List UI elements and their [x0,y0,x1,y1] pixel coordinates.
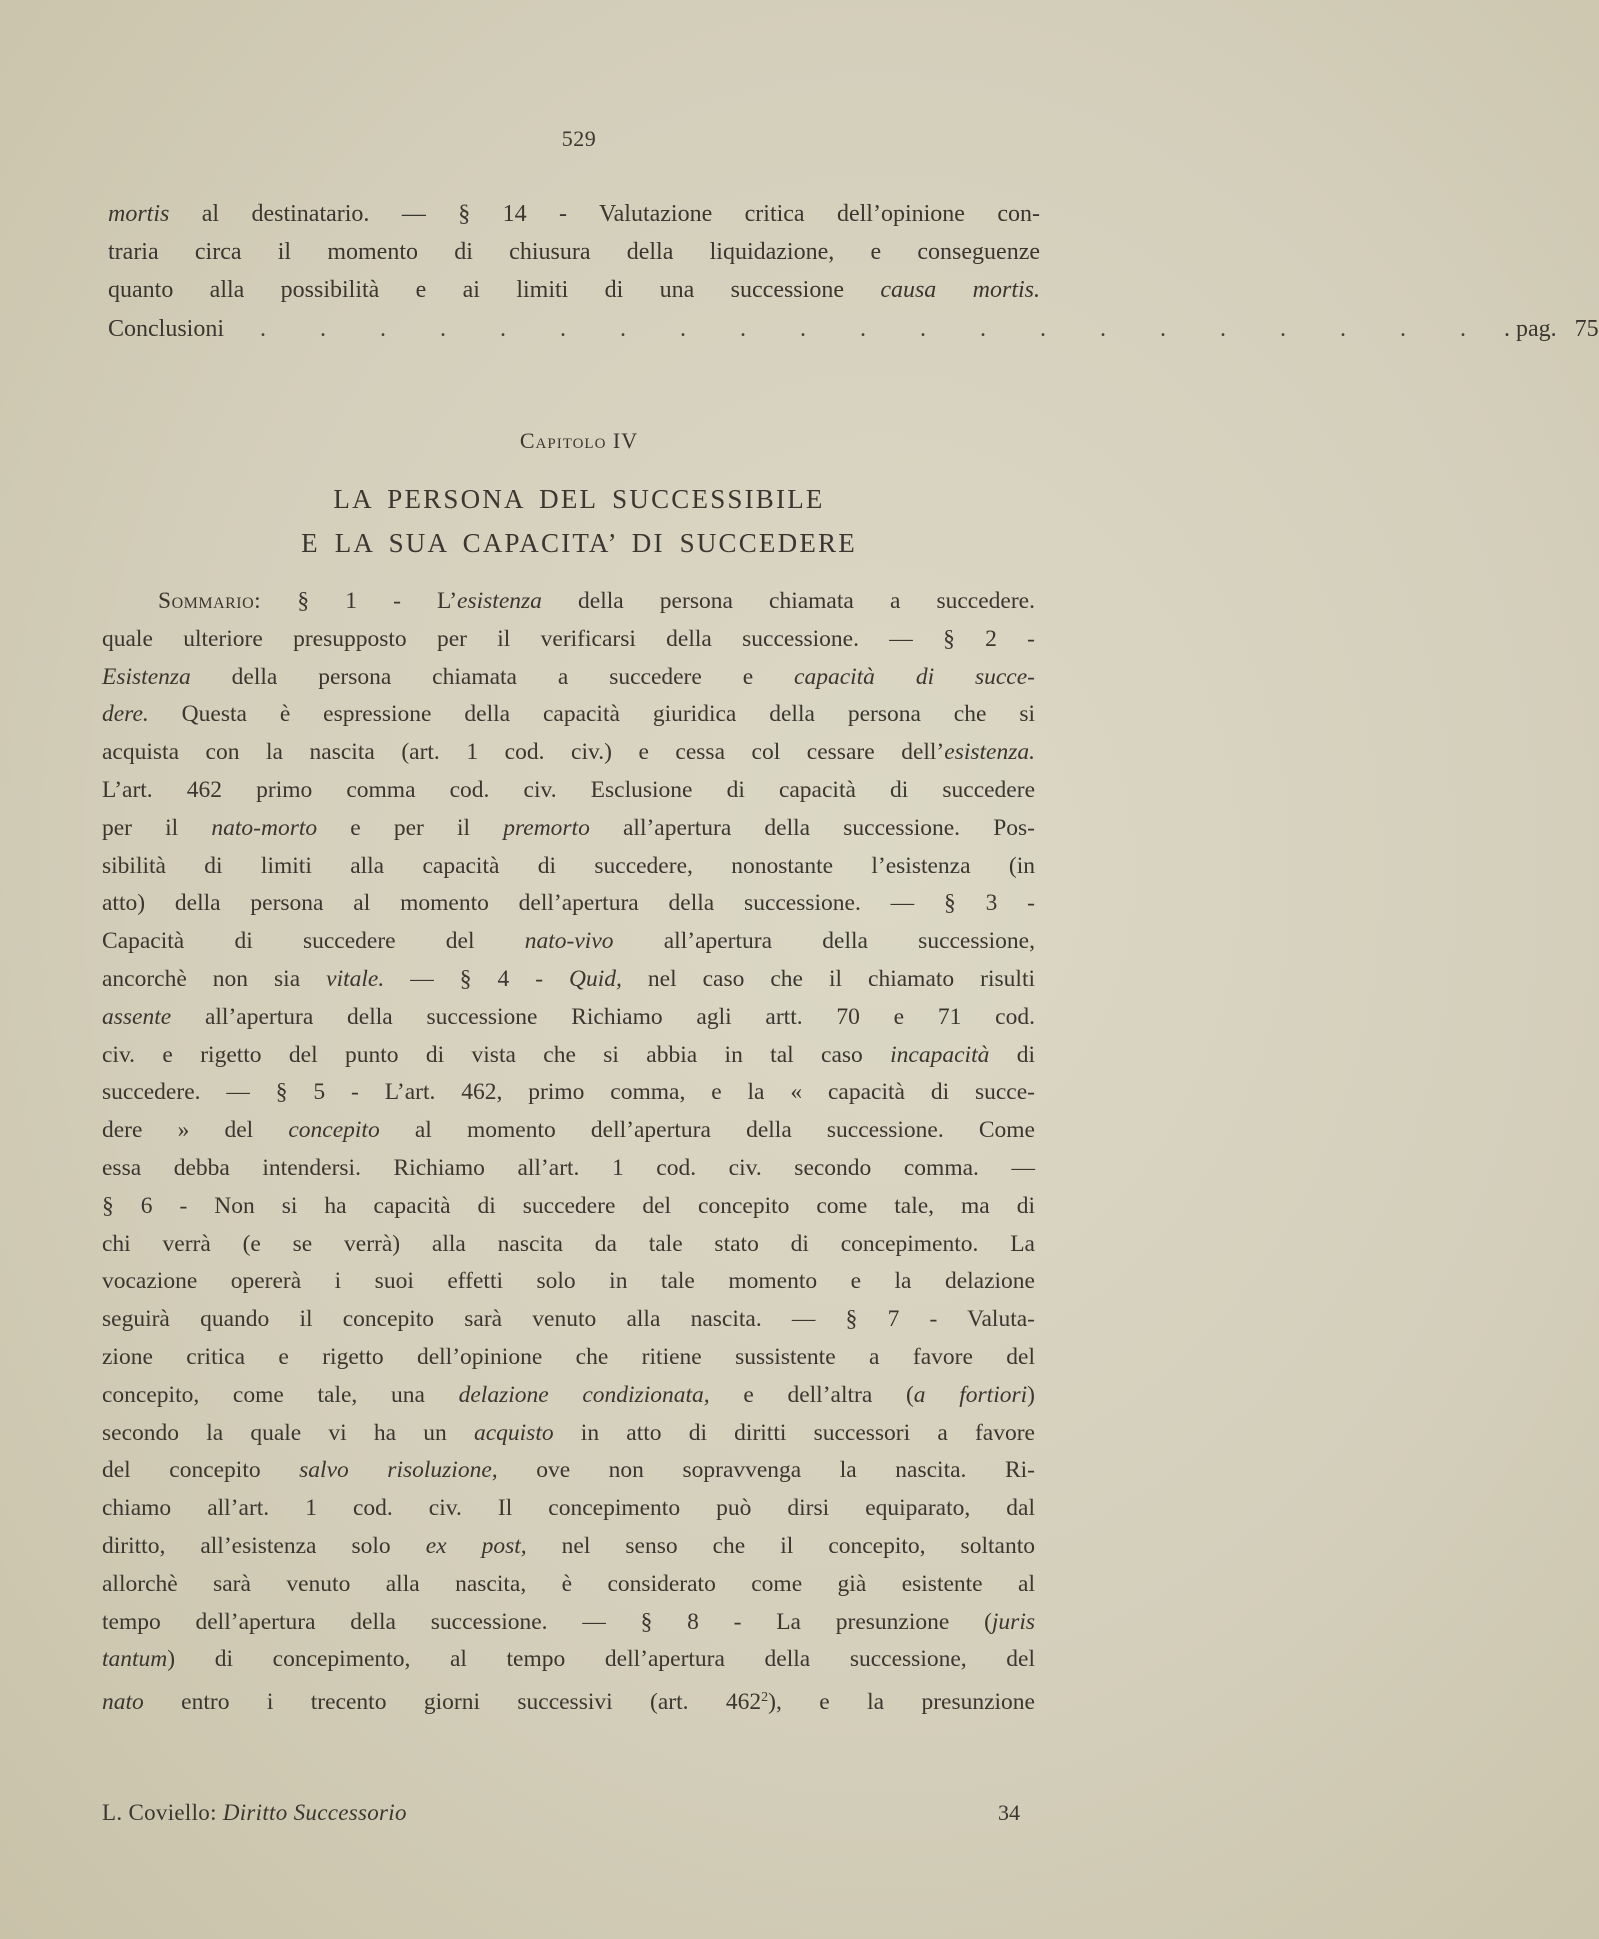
text-span: diritto, all’esistenza solo [102,1532,426,1559]
italic-span: delazione condizionata, [458,1381,710,1408]
text-line [102,1301,1035,1339]
text-line [102,923,1035,961]
text-span: § 6 - Non si ha capacità di succedere del concepito come tale, ma di [102,1192,1035,1219]
italic-span: dere. [102,701,149,728]
text-span: di [989,1041,1036,1068]
text-span: — § 4 - [384,965,570,992]
text-line [102,961,1035,999]
italic-span: nato [102,1689,144,1716]
italic-span: salvo risoluzione, [299,1457,498,1484]
footer-signature-number: 34 [998,1800,1020,1825]
text-line [102,1339,1035,1377]
text-span: secondo la quale vi ha un [102,1419,474,1446]
text-line [102,1074,1035,1112]
text-line [102,659,1035,697]
italic-span: esistenza. [944,739,1035,766]
text-span: ) [1027,1381,1035,1408]
text-span: all’apertura della successione Richiamo agli artt. 70 e 71 cod. [171,1003,1035,1030]
text-span: ove non sopravvenga la nascita. Ri- [497,1457,1035,1484]
text-line [102,696,1035,734]
italic-span: Esistenza [102,663,191,690]
text-line [102,848,1035,886]
text-span: ) di concepimento, al tempo dell’apertura della successione, del [167,1646,1035,1673]
text-span: atto) della persona al momento dell’apertura della successione. — § 3 - [102,890,1035,917]
text-span: Questa è espressione della capacità giuridica della persona che si [148,701,1035,728]
italic-span: vitale. [326,965,385,992]
text-span: allorchè sarà venuto alla nascita, è considerato come già esistente al [102,1570,1035,1597]
text-line [102,1112,1035,1150]
text-line [102,1452,1035,1490]
page-footer [102,1800,1020,1826]
italic-span: causa mortis. [880,276,1040,303]
text-span: essa debba intendersi. Richiamo all’art. 1 cod. civ. secondo comma. — [102,1154,1035,1181]
italic-span: esistenza [457,588,542,614]
text-line [102,772,1035,810]
text-span: nel senso che il concepito, soltanto [526,1532,1035,1559]
chapter-summary [102,583,1035,1717]
text-line [102,810,1035,848]
chapter-title-line-1: LA PERSONA DEL SUCCESSIBILE [333,484,825,514]
text-span: traria circa il momento di chiusura della liquidazione, e conseguenze [108,238,1040,265]
text-span: dere » del [102,1117,289,1144]
text-span: Capacità di succedere del [102,928,525,955]
text-span: ancorchè non sia [102,965,327,992]
text-line [102,621,1035,659]
text-line [102,1037,1035,1075]
toc-continuation [108,196,1599,349]
italic-span: Quid, [569,965,622,992]
italic-span: incapacità [890,1041,990,1068]
chapter-number: IV [612,428,639,453]
text-span: nel caso che il chiamato risulti [621,965,1036,992]
text-span: acquista con la nascita (art. 1 cod. civ.) e cessa col cessare dell’ [102,739,945,766]
text-span: della persona chiamata a succedere e [190,663,795,690]
toc-entry-label: Conclusioni [108,316,225,343]
text-span: entro i trecento giorni successivi (art. 462 [143,1689,762,1716]
footer-author: L. Coviello: [102,1800,217,1825]
text-line [102,885,1035,923]
text-line [102,1226,1035,1264]
text-line [102,1415,1035,1453]
text-span: all’apertura della successione. Pos- [589,814,1036,841]
italic-span: tantum [102,1646,168,1673]
chapter-title-line-2: E LA SUA CAPACITA’ DI SUCCEDERE [301,528,857,558]
italic-span: premorto [503,814,590,841]
text-line [102,1263,1035,1301]
text-span: sibilità di limiti alla capacità di succedere, nonostante l’esistenza (in [102,852,1035,879]
text-span: al momento dell’apertura della successione. Come [379,1117,1035,1144]
italic-span: ex post, [425,1532,527,1559]
text-line [102,734,1035,772]
text-line [102,1641,1035,1679]
text-line [102,583,1035,621]
chapter-label: Capitolo [519,428,607,453]
toc-page-number: 75 [1574,316,1599,343]
text-span: all’apertura della successione, [613,928,1035,955]
text-line [102,1377,1035,1415]
text-span: quale ulteriore presupposto per il verificarsi della successione. — § 2 - [102,625,1035,652]
text-span: al destinatario. — § 14 - Valutazione critica dell’opinione con- [169,201,1040,227]
text-line [102,999,1035,1037]
text-span: succedere. — § 5 - L’art. 462, primo comma, e la « capacità di succe- [102,1079,1035,1106]
text-span: e dell’altra ( [709,1381,914,1408]
text-line [102,1604,1035,1642]
text-span: chiamo all’art. 1 cod. civ. Il concepimento può dirsi equiparato, dal [102,1495,1035,1522]
italic-span: assente [102,1003,172,1030]
text-span: § 1 - L’ [261,588,458,614]
text-span: del concepito [102,1457,300,1484]
text-line [108,272,1040,310]
text-span: zione critica e rigetto dell’opinione che ritiene sussistente a favore del [102,1343,1035,1370]
page-number: 529 [561,126,597,151]
italic-span: capacità di succe- [794,663,1035,690]
toc-entry-conclusioni [108,309,1599,349]
footer-author-title [102,1800,407,1826]
italic-span: nato-morto [211,814,318,841]
italic-span: concepito [288,1117,380,1144]
text-line [102,1490,1035,1528]
text-span: ), e la presunzione [768,1689,1035,1716]
text-span: civ. e rigetto del punto di vista che si abbia in tal caso [102,1041,891,1068]
footer-book-title: Diritto Successorio [222,1800,407,1825]
text-span: e per il [317,814,504,841]
text-span: vocazione opererà i suoi effetti solo in tale momento e la delazione [102,1268,1035,1295]
text-span: concepito, come tale, una [102,1381,459,1408]
text-span: chi verrà (e se verrà) alla nascita da tale stato di concepimento. La [102,1230,1035,1257]
text-line [108,234,1040,272]
text-line [102,1188,1035,1226]
italic-span: mortis [108,201,170,227]
text-span: L’art. 462 primo comma cod. civ. Esclusione di capacità di succedere [102,776,1035,803]
text-span: tempo dell’apertura della successione. — § 8 - La presunzione ( [102,1608,992,1635]
summary-label: Sommario: [158,588,262,614]
text-line [102,1528,1035,1566]
superscript: 2 [761,1690,769,1706]
italic-span: juris [991,1608,1035,1635]
text-span: per il [102,814,212,841]
text-span: quanto alla possibilità e ai limiti di una successione [108,276,881,303]
text-span: in atto di diritti successori a favore [553,1419,1035,1446]
text-line [102,1566,1035,1604]
italic-span: a fortiori [913,1381,1028,1408]
chapter-heading [0,428,1158,454]
toc-dot-leader: . . . . . . . . . . . . . . . . . . . . . [260,316,1491,343]
text-line [102,1150,1035,1188]
italic-span: nato-vivo [524,928,614,955]
text-line [102,1679,1035,1717]
toc-pag-label: . pag. [1504,316,1557,343]
italic-span: acquisto [473,1419,554,1446]
toc-lines [108,196,1040,309]
text-line [108,196,1040,234]
text-span: della persona chiamata a succedere. [541,588,1035,614]
text-span: seguirà quando il concepito sarà venuto alla nascita. — § 7 - Valuta- [102,1306,1035,1333]
